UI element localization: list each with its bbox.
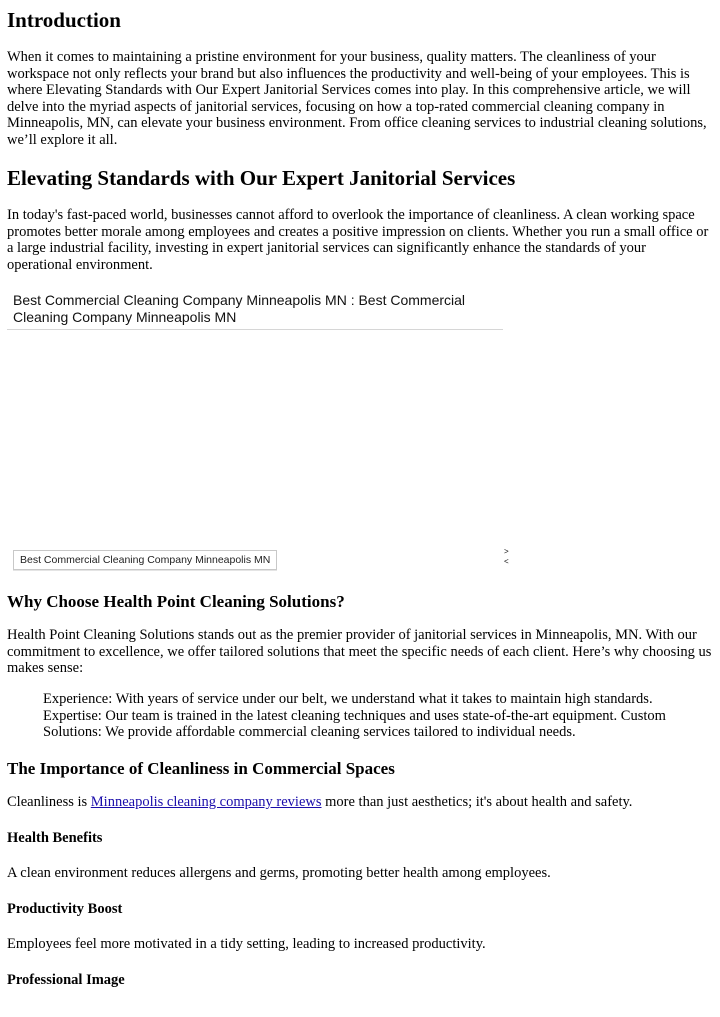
importance-paragraph [7,794,713,811]
prev-slide-button[interactable]: < [504,557,509,566]
why-bullets: Experience: With years of service under our belt, we understand what it takes to maintain high standards. Expertise: Our team is trained in the latest cleaning techniques and uses state-of-the-art equipment. Custom Solutions: We provide affordable commercial cleaning services tailored to individual needs. [43,691,666,741]
health-paragraph: A clean environment reduces allergens and germs, promoting better health among employees. [7,865,551,881]
importance-heading: The Importance of Cleanliness in Commercial Spaces [7,759,395,778]
embed-nav [504,547,509,567]
embed-caption-button[interactable]: Best Commercial Cleaning Company Minneapolis MN [13,550,277,570]
next-slide-button[interactable]: > [504,547,509,556]
importance-text-before: Cleanliness is [7,794,91,810]
why-paragraph: Health Point Cleaning Solutions stands out as the premier provider of janitorial services in Minneapolis, MN. With our commitment to excellence, we offer tailored solutions that meet the specific needs of each client. Here’s why choosing us makes sense: [7,627,712,677]
intro-paragraph: When it comes to maintaining a pristine environment for your business, quality matters. The cleanliness of your workspace not only reflects your brand but also influences the productivity and well-being of your employees. This is where Elevating Standards with Our Expert Janitorial Services comes into play. In this comprehensive article, we will delve into the myriad aspects of janitorial services, focusing on how a top-rated commercial cleaning company in Minneapolis, MN, can elevate your business environment. From office cleaning services to industrial cleaning solutions, we’ll explore it all. [7,49,707,148]
health-heading: Health Benefits [7,830,103,846]
productivity-paragraph: Employees feel more motivated in a tidy setting, leading to increased productivity. [7,936,486,952]
embedded-slideshow[interactable] [7,288,515,570]
reviews-link[interactable]: Minneapolis cleaning company reviews [90,794,322,810]
productivity-heading: Productivity Boost [7,901,123,917]
intro-heading: Introduction [7,8,121,32]
why-heading: Why Choose Health Point Cleaning Solutions? [7,592,345,611]
elevating-heading: Elevating Standards with Our Expert Janitorial Services [7,166,516,190]
elevating-paragraph: In today's fast-paced world, businesses cannot afford to overlook the importance of cleanliness. A clean working space promotes better morale among employees and creates a positive impression on clients. Whether you run a small office or a large industrial facility, investing in expert janitorial services can significantly enhance the standards of your operational environment. [7,207,709,273]
embed-title: Best Commercial Cleaning Company Minneapolis MN : Best Commercial Cleaning Company Minneapolis MN [7,288,503,330]
importance-text-after: more than just aesthetics; it's about health and safety. [321,794,633,810]
professional-heading: Professional Image [7,972,125,988]
